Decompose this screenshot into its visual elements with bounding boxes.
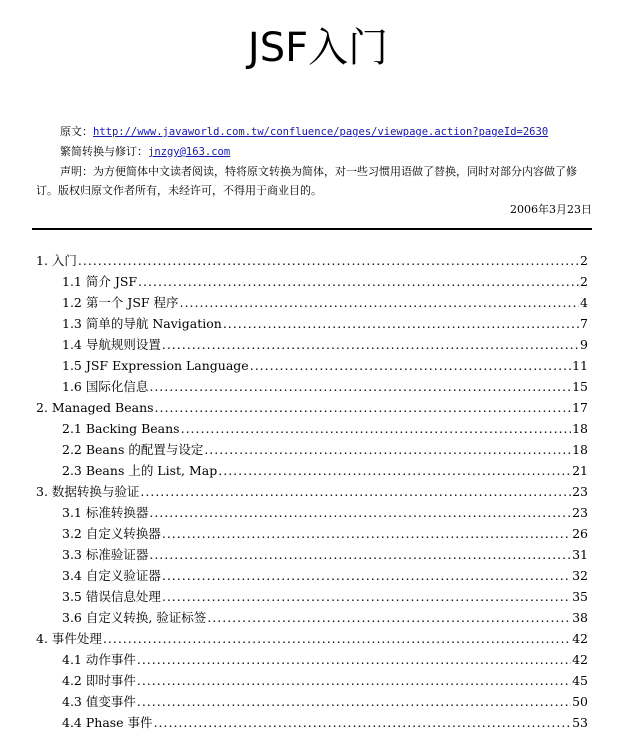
toc-entry-page: 18: [572, 421, 588, 436]
toc-leader-dots: [223, 313, 579, 334]
toc-entry-page: 42: [572, 652, 588, 667]
toc-entry-page: 32: [572, 568, 588, 583]
toc-entry-label: 2.3 Beans 上的 List, Map: [62, 463, 218, 478]
toc-entry-label: 3.3 标准验证器: [62, 547, 149, 562]
toc-entry-label: 3.5 错误信息处理: [62, 589, 161, 604]
toc-leader-dots: [162, 334, 579, 355]
toc-entry[interactable]: [36, 460, 588, 481]
toc-leader-dots: [250, 355, 571, 376]
toc-entry[interactable]: [36, 481, 588, 502]
toc-leader-dots: [154, 712, 572, 733]
toc-entry-page: 50: [572, 694, 588, 709]
toc-entry-label: 1.5 JSF Expression Language: [62, 358, 249, 373]
toc-entry[interactable]: [36, 397, 588, 418]
toc-entry[interactable]: [36, 670, 588, 691]
toc-entry-label: 1. 入门: [36, 253, 77, 268]
toc-entry-page: 11: [572, 358, 588, 373]
toc-entry-label: 4. 事件处理: [36, 631, 102, 646]
toc-leader-dots: [155, 397, 572, 418]
toc-entry-page: 23: [572, 484, 588, 499]
statement-text: 声明：为方便简体中文读者阅读，特将原文转换为简体，对一些习惯用语做了替换，同时对部分内容做了修订。版权归原文作者所有，未经许可，不得用于商业目的。: [36, 165, 577, 197]
table-of-contents: [36, 250, 588, 733]
toc-entry[interactable]: [36, 334, 588, 355]
toc-leader-dots: [162, 523, 571, 544]
toc-leader-dots: [181, 418, 572, 439]
toc-entry-label: 4.4 Phase 事件: [62, 715, 153, 730]
toc-entry-label: 4.3 值变事件: [62, 694, 136, 709]
toc-entry-page: 2: [580, 253, 588, 268]
email-link[interactable]: jnzgy@163.com: [148, 146, 231, 158]
toc-entry-label: 1.2 第一个 JSF 程序: [62, 295, 179, 310]
toc-entry-page: 26: [572, 526, 588, 541]
toc-entry[interactable]: [36, 649, 588, 670]
toc-leader-dots: [137, 670, 571, 691]
toc-entry-page: 21: [572, 463, 588, 478]
toc-entry[interactable]: [36, 418, 588, 439]
toc-entry-label: 3.2 自定义转换器: [62, 526, 161, 541]
toc-entry-label: 3.4 自定义验证器: [62, 568, 161, 583]
toc-entry-label: 1.6 国际化信息: [62, 379, 149, 394]
toc-entry[interactable]: [36, 544, 588, 565]
toc-entry-label: 1.3 简单的导航 Navigation: [62, 316, 222, 331]
toc-leader-dots: [138, 271, 579, 292]
toc-entry-page: 38: [572, 610, 588, 625]
toc-entry[interactable]: [36, 691, 588, 712]
toc-entry[interactable]: [36, 628, 588, 649]
toc-entry-label: 4.1 动作事件: [62, 652, 136, 667]
toc-entry[interactable]: [36, 439, 588, 460]
toc-entry-label: 3.1 标准转换器: [62, 505, 149, 520]
toc-entry-page: 15: [572, 379, 588, 394]
toc-entry-page: 18: [572, 442, 588, 457]
toc-entry-page: 53: [572, 715, 588, 730]
toc-entry-page: 35: [572, 589, 588, 604]
toc-entry-label: 1.1 简介 JSF: [62, 274, 138, 289]
source-label: 原文：: [60, 125, 93, 138]
toc-leader-dots: [78, 250, 579, 271]
toc-leader-dots: [140, 481, 571, 502]
toc-entry[interactable]: [36, 250, 588, 271]
document-date: 2006年3月23日: [510, 203, 592, 216]
toc-entry-page: 17: [572, 400, 588, 415]
toc-entry-label: 2. Managed Beans: [36, 400, 154, 415]
toc-leader-dots: [207, 607, 571, 628]
document-title: JSF入门: [247, 25, 389, 71]
toc-leader-dots: [103, 628, 571, 649]
toc-entry-label: 4.2 即时事件: [62, 673, 136, 688]
header-divider: [32, 228, 592, 230]
toc-entry[interactable]: [36, 355, 588, 376]
toc-entry[interactable]: [36, 271, 588, 292]
conversion-line: [36, 142, 592, 162]
toc-entry-page: 4: [580, 295, 588, 310]
source-url-link[interactable]: http://www.javaworld.com.tw/confluence/pages/viewpage.action?pageId=2630: [93, 126, 549, 138]
toc-entry-label: 1.4 导航规则设置: [62, 337, 161, 352]
toc-leader-dots: [162, 565, 571, 586]
toc-entry[interactable]: [36, 586, 588, 607]
toc-leader-dots: [149, 544, 571, 565]
toc-leader-dots: [137, 691, 571, 712]
toc-leader-dots: [149, 502, 571, 523]
toc-entry[interactable]: [36, 313, 588, 334]
toc-leader-dots: [180, 292, 580, 313]
toc-entry-page: 9: [580, 337, 588, 352]
toc-entry-page: 42: [572, 631, 588, 646]
toc-leader-dots: [162, 586, 571, 607]
toc-leader-dots: [204, 439, 571, 460]
toc-entry-page: 23: [572, 505, 588, 520]
toc-leader-dots: [149, 376, 571, 397]
toc-entry[interactable]: [36, 565, 588, 586]
toc-entry-page: 45: [572, 673, 588, 688]
toc-entry[interactable]: [36, 376, 588, 397]
conversion-label: 繁简转换与修订：: [60, 145, 148, 158]
toc-entry-label: 2.2 Beans 的配置与设定: [62, 442, 204, 457]
toc-entry-page: 2: [580, 274, 588, 289]
toc-entry-label: 2.1 Backing Beans: [62, 421, 180, 436]
toc-leader-dots: [218, 460, 571, 481]
source-line: [36, 122, 592, 142]
toc-entry[interactable]: [36, 292, 588, 313]
toc-entry-page: 31: [572, 547, 588, 562]
toc-entry-label: 3. 数据转换与验证: [36, 484, 140, 499]
toc-entry-label: 3.6 自定义转换, 验证标签: [62, 610, 207, 625]
toc-entry[interactable]: [36, 523, 588, 544]
toc-leader-dots: [137, 649, 571, 670]
toc-entry[interactable]: [36, 502, 588, 523]
toc-entry[interactable]: [36, 712, 588, 733]
toc-entry-page: 7: [580, 316, 588, 331]
document-meta: [36, 122, 592, 219]
toc-entry[interactable]: [36, 607, 588, 628]
